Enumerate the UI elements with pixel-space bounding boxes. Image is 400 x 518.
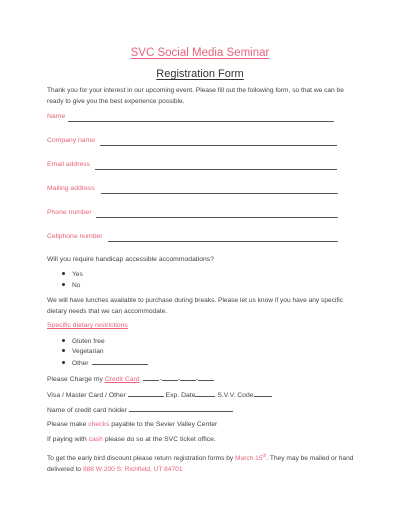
bullet-icon bbox=[62, 339, 65, 342]
handicap-option-no[interactable] bbox=[62, 282, 80, 289]
card-type-label: Visa / Master Card / Other bbox=[47, 392, 126, 399]
bullet-icon bbox=[62, 283, 65, 286]
lunch-paragraph: We will have lunches available to purchase during breaks. Please let us know if you have any specific dietary needs that we can accommodate. bbox=[47, 297, 344, 315]
handicap-question: Will you require handicap accessible accommodations? bbox=[47, 256, 214, 263]
card-type-field[interactable] bbox=[128, 390, 164, 397]
card-separator: - bbox=[196, 376, 199, 383]
cash-word: cash bbox=[88, 436, 103, 443]
email-address-label: Email address bbox=[47, 161, 91, 168]
phone-number-label: Phone number bbox=[47, 209, 92, 216]
card-holder-label: Name of credit card holder bbox=[47, 407, 128, 414]
option-label: Gluten free bbox=[72, 338, 105, 345]
dietary-option-other[interactable] bbox=[62, 358, 148, 367]
charge-prefix: Please Charge my bbox=[47, 376, 103, 383]
option-label: Vegetarian bbox=[72, 348, 104, 355]
mailing-address-field[interactable] bbox=[101, 193, 338, 194]
company-name-field[interactable] bbox=[100, 145, 337, 146]
bullet-icon bbox=[62, 349, 65, 352]
name-field[interactable] bbox=[68, 121, 334, 122]
option-label: No bbox=[72, 282, 81, 289]
card-holder-line bbox=[47, 405, 233, 414]
deadline-paragraph bbox=[47, 451, 357, 475]
email-address-field[interactable] bbox=[95, 169, 337, 170]
card-separator: - bbox=[159, 376, 162, 383]
intro-paragraph: Thank you for your interest in our upcoming event. Please fill out the following form, so that we can be ready to give you the best experience possible. bbox=[47, 87, 344, 105]
deadline-date-suffix: th bbox=[262, 453, 267, 458]
deadline-pre: To get the early bird discount please return registration forms by bbox=[47, 455, 234, 463]
dietary-option-vegetarian[interactable] bbox=[62, 348, 104, 355]
cash-post: please do so at the SVC ticket office. bbox=[104, 436, 216, 443]
cellphone-number-label: Cellphone number bbox=[47, 233, 103, 240]
deadline-date-text: March 15 bbox=[235, 455, 263, 463]
svv-code-field[interactable] bbox=[254, 390, 272, 397]
bullet-icon bbox=[62, 361, 65, 364]
dietary-option-gluten-free[interactable] bbox=[62, 338, 105, 345]
card-separator: - bbox=[177, 376, 180, 383]
card-details-line bbox=[47, 390, 272, 399]
checks-word: checks bbox=[88, 421, 110, 428]
cash-line bbox=[47, 436, 216, 443]
card-number-group-1[interactable] bbox=[143, 374, 162, 383]
card-holder-field[interactable] bbox=[129, 405, 233, 412]
delivery-address: 888 W 200 S. Richfield, UT 84701 bbox=[82, 465, 183, 473]
cellphone-number-field[interactable] bbox=[108, 241, 338, 242]
cash-pre: If paying with bbox=[47, 436, 87, 443]
card-number-group-3[interactable] bbox=[177, 374, 199, 383]
credit-card-label: Credit Card bbox=[104, 376, 140, 383]
charge-line bbox=[47, 374, 214, 383]
card-number-group-2[interactable] bbox=[162, 374, 178, 381]
phone-number-field[interactable] bbox=[96, 217, 338, 218]
deadline-mid: . They may be mailed or hand delivered to bbox=[47, 455, 354, 473]
mailing-address-label: Mailing address bbox=[47, 185, 95, 192]
checks-post: payable to the Sevier Valley Center bbox=[111, 421, 218, 428]
checks-line bbox=[47, 421, 217, 428]
bullet-icon bbox=[62, 272, 65, 275]
option-label: Other bbox=[72, 360, 89, 367]
dietary-heading: Specific dietary restrictions bbox=[47, 322, 128, 329]
deadline-date bbox=[235, 455, 266, 462]
svv-code-label: S.V.V. Code bbox=[217, 392, 254, 399]
handicap-option-yes[interactable] bbox=[62, 271, 83, 278]
name-label: Name bbox=[47, 113, 66, 120]
form-subtitle: Registration Form bbox=[156, 68, 244, 80]
exp-date-label: Exp. Date bbox=[165, 392, 196, 399]
option-label: Yes bbox=[72, 271, 83, 278]
other-dietary-field[interactable] bbox=[92, 358, 148, 365]
card-number-group-4[interactable] bbox=[198, 374, 214, 381]
page-title: SVC Social Media Seminar bbox=[130, 47, 270, 59]
company-name-label: Company name bbox=[47, 137, 95, 144]
exp-date-field[interactable] bbox=[195, 390, 215, 397]
checks-pre: Please make bbox=[47, 421, 87, 428]
